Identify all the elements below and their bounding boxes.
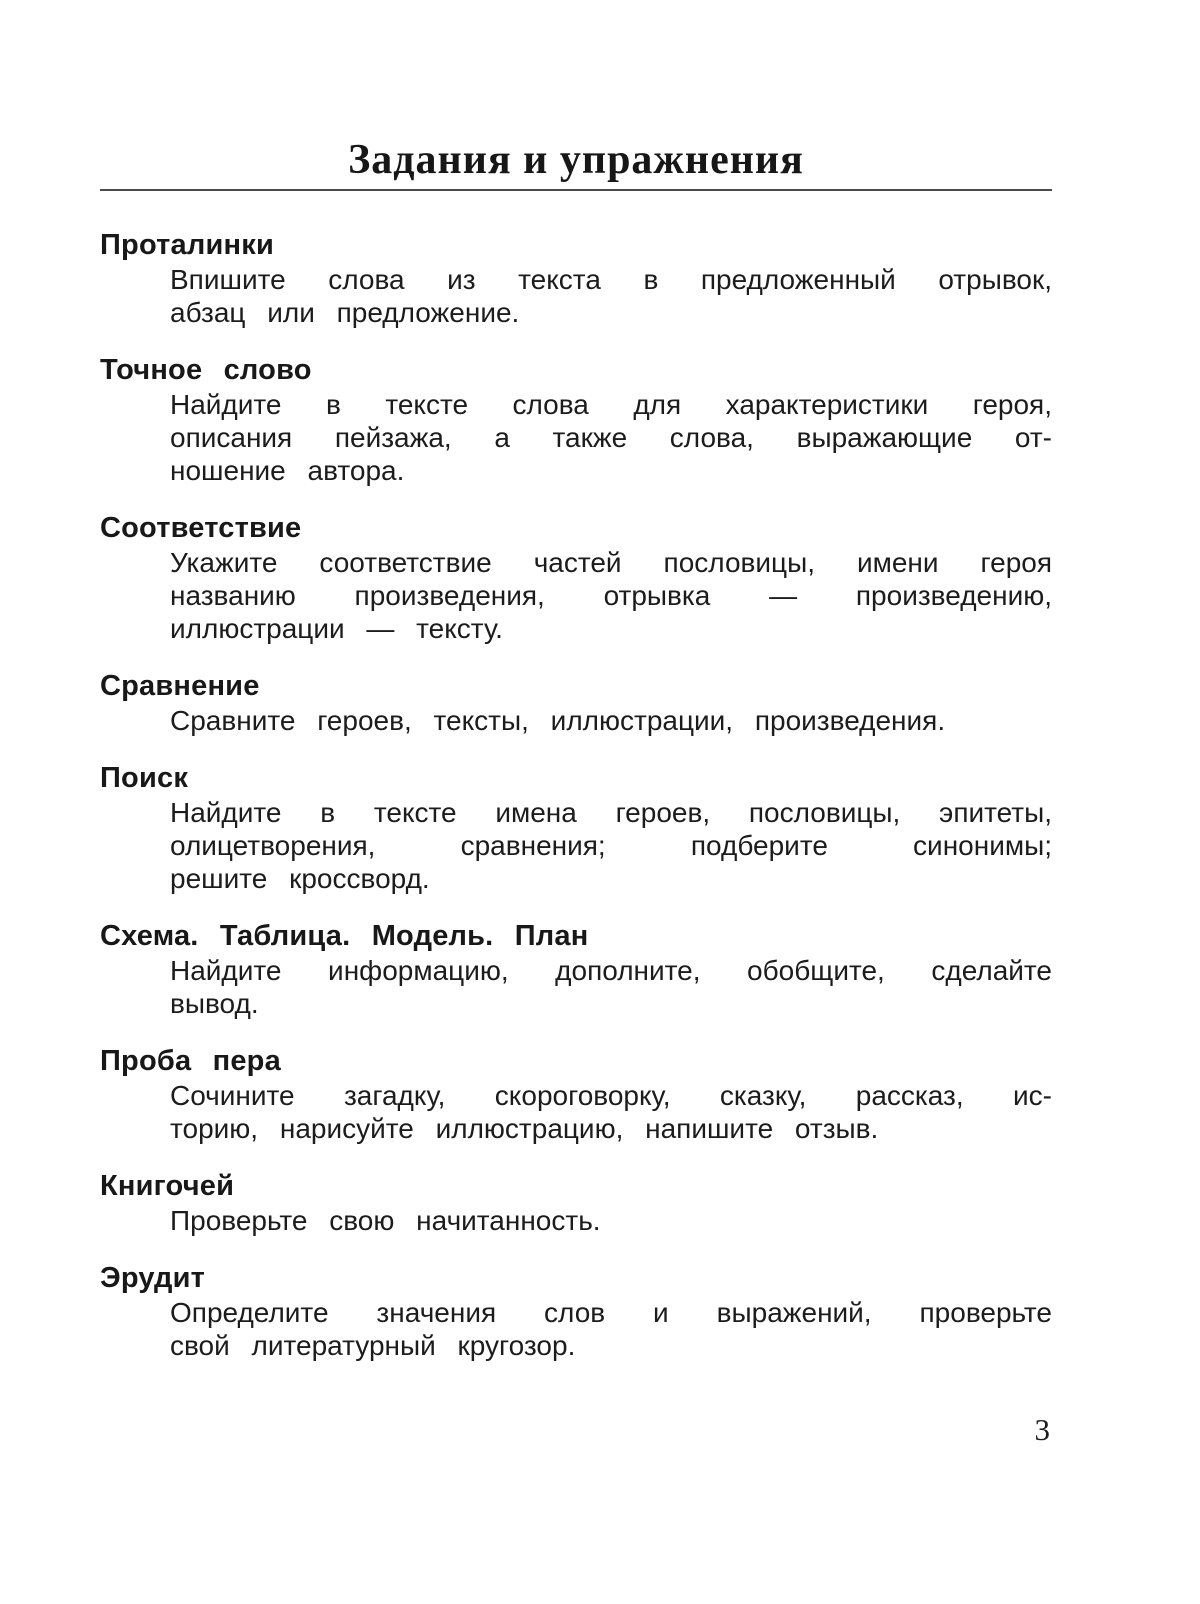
section-body [170, 796, 1052, 895]
section-body [170, 1296, 1052, 1362]
body-line: ношение автора. [170, 455, 405, 486]
body-line: Сравните героев, тексты, иллюстрации, произведения. [170, 705, 946, 736]
section-heading: Проталинки [100, 229, 274, 261]
body-line: Найдите в тексте слова для характеристики героя, [170, 389, 1052, 420]
body-line: абзац или предложение. [170, 297, 520, 328]
body-line: Укажите соответствие частей пословицы, имени героя [170, 547, 1052, 578]
body-line: решите кроссворд. [170, 863, 430, 894]
section-body [170, 954, 1052, 1020]
section-heading: Сравнение [100, 670, 260, 702]
body-line: вывод. [170, 988, 259, 1019]
body-line: олицетворения, сравнения; подберите синонимы; [170, 830, 1052, 861]
sections-list [100, 227, 1052, 1362]
page-title: Задания и упражнения [348, 137, 804, 183]
section-heading: Эрудит [100, 1262, 206, 1294]
task-section [100, 760, 1052, 895]
section-body [170, 1204, 1052, 1237]
section-heading: Проба пера [100, 1045, 281, 1077]
task-section [100, 1043, 1052, 1145]
body-line: Найдите в тексте имена героев, пословицы, эпитеты, [170, 797, 1052, 828]
body-line: торию, нарисуйте иллюстрацию, напишите отзыв. [170, 1113, 879, 1144]
body-line: Найдите информацию, дополните, обобщите, сделайте [170, 955, 1052, 986]
section-heading: Книгочей [100, 1170, 235, 1202]
section-body [170, 704, 1052, 737]
body-line: Сочините загадку, скороговорку, сказку, рассказ, ис- [170, 1080, 1052, 1111]
section-heading: Соответствие [100, 512, 302, 544]
section-body [170, 546, 1052, 645]
body-line: названию произведения, отрывка — произведению, [170, 580, 1052, 611]
task-section [100, 352, 1052, 487]
body-line: Проверьте свою начитанность. [170, 1205, 601, 1236]
section-heading: Точное слово [100, 354, 312, 386]
task-section [100, 227, 1052, 329]
page-content [100, 0, 1052, 1362]
task-section [100, 668, 1052, 737]
body-line: свой литературный кругозор. [170, 1330, 576, 1361]
body-line: иллюстрации — тексту. [170, 613, 503, 644]
body-line: описания пейзажа, а также слова, выражающие от- [170, 422, 1052, 453]
page-number: 3 [1034, 1412, 1050, 1447]
section-body [170, 1079, 1052, 1145]
title-divider [100, 189, 1052, 191]
task-section [100, 1168, 1052, 1237]
section-body [170, 263, 1052, 329]
task-section [100, 1260, 1052, 1362]
body-line: Впишите слова из текста в предложенный отрывок, [170, 264, 1052, 295]
section-body [170, 388, 1052, 487]
task-section [100, 918, 1052, 1020]
body-line: Определите значения слов и выражений, проверьте [170, 1297, 1052, 1328]
task-section [100, 510, 1052, 645]
section-heading: Поиск [100, 762, 189, 794]
section-heading: Схема. Таблица. Модель. План [100, 920, 589, 952]
